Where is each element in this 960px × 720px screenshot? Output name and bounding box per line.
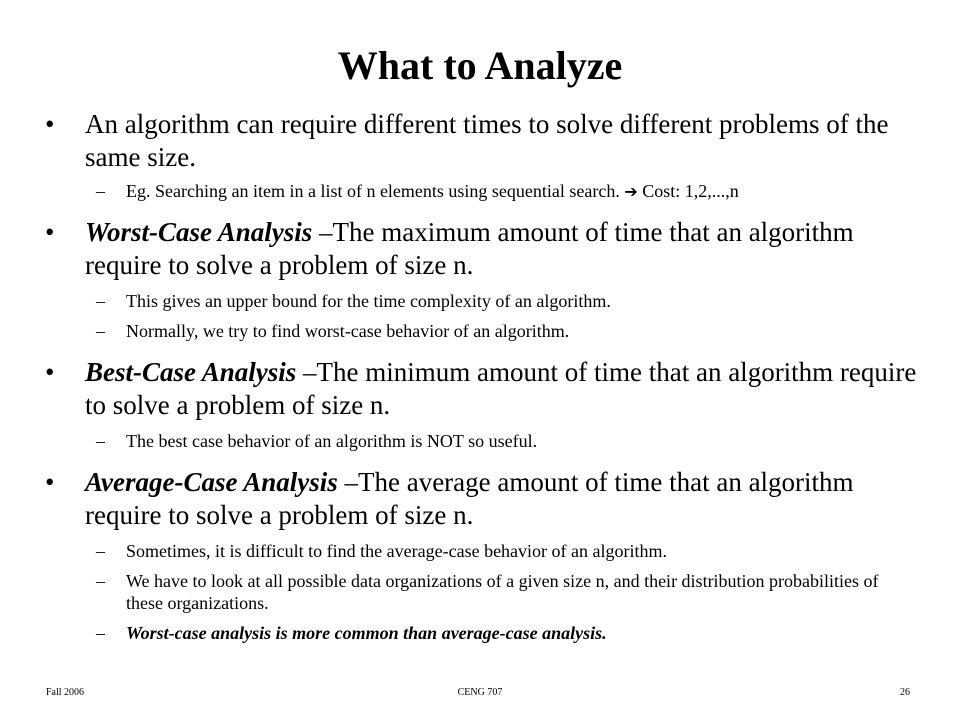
- sub-bullet-text: The best case behavior of an algorithm is NOT so useful.: [126, 431, 538, 451]
- sub-bullet-average-1: [0, 540, 960, 562]
- dash-icon: –: [96, 291, 105, 311]
- term-worst-case: Worst-Case Analysis: [85, 217, 313, 247]
- sub-bullet-text: This gives an upper bound for the time complexity of an algorithm.: [126, 291, 611, 311]
- footer-course: CENG 707: [457, 687, 503, 698]
- dash-icon: –: [96, 541, 105, 561]
- dash-icon: –: [96, 571, 105, 591]
- best-case-definition: –The minimum amount of time that an algorithm require to solve a problem of size n.: [85, 357, 917, 420]
- sub-bullet-text-emphasis: Worst-case analysis is more common than average-case analysis.: [126, 623, 607, 643]
- slide-content: [0, 108, 960, 644]
- bullet-intro-text: An algorithm can require different times to solve different problems of the same size.: [85, 109, 889, 172]
- sub-bullet-average-2: [0, 570, 960, 614]
- bullet-average-case: [0, 466, 960, 532]
- sub-bullet-average-3: [0, 622, 960, 644]
- sub-bullet-text: Sometimes, it is difficult to find the average-case behavior of an algorithm.: [126, 541, 668, 561]
- bullet-best-case: [0, 356, 960, 422]
- bullet-intro: [0, 108, 960, 174]
- term-average-case: Average-Case Analysis: [85, 467, 338, 497]
- bullet-worst-case: [0, 216, 960, 282]
- sub-bullet-best-1: [0, 430, 960, 452]
- sub-bullet-intro-text: Eg. Searching an item in a list of n elements using sequential search.: [126, 181, 620, 201]
- term-best-case: Best-Case Analysis: [85, 357, 297, 387]
- bullet-icon: •: [45, 217, 55, 247]
- bullet-icon: •: [45, 357, 55, 387]
- right-arrow-icon: ➔: [624, 182, 638, 201]
- bullet-icon: •: [45, 109, 55, 139]
- dash-icon: –: [96, 321, 105, 341]
- bullet-icon: •: [45, 467, 55, 497]
- sub-bullet-intro: [0, 180, 960, 203]
- average-case-definition: –The average amount of time that an algorithm require to solve a problem of size n.: [85, 467, 854, 530]
- sub-bullet-worst-1: [0, 290, 960, 312]
- sub-bullet-intro-cost: Cost: 1,2,...,n: [637, 181, 739, 201]
- footer-page-number: 26: [900, 687, 910, 698]
- footer-date: Fall 2006: [46, 687, 85, 698]
- dash-icon: –: [96, 623, 105, 643]
- sub-bullet-text: Normally, we try to find worst-case behavior of an algorithm.: [126, 321, 570, 341]
- dash-icon: –: [96, 181, 105, 201]
- sub-bullet-worst-2: [0, 320, 960, 342]
- sub-bullet-text: We have to look at all possible data organizations of a given size n, and their distribution probabilities of these organizations.: [126, 571, 879, 613]
- worst-case-definition: –The maximum amount of time that an algorithm require to solve a problem of size n.: [85, 217, 854, 280]
- dash-icon: –: [96, 431, 105, 451]
- slide-title: What to Analyze: [337, 43, 623, 88]
